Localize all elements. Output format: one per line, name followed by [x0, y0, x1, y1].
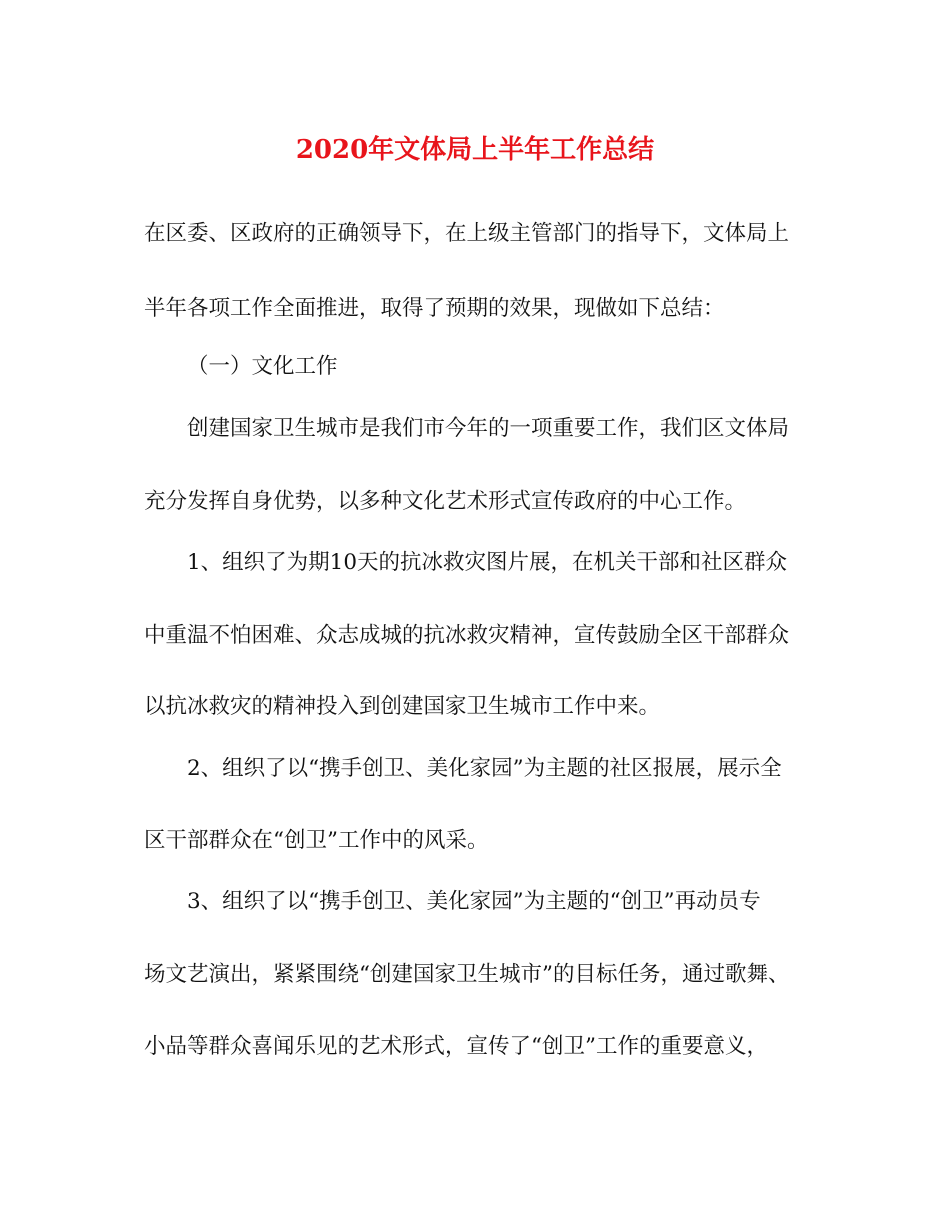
paragraph-line: 小品等群众喜闻乐见的艺术形式，宣传了“创卫”工作的重要意义，: [144, 1034, 768, 1059]
paragraph-line: 以抗冰救灾的精神投入到创建国家卫生城市工作中来。: [144, 694, 661, 719]
paragraph-line: 充分发挥自身优势，以多种文化艺术形式宣传政府的中心工作。: [144, 489, 747, 514]
paragraph-line: 区干部群众在“创卫”工作中的风采。: [144, 828, 489, 853]
paragraph-line: 中重温不怕困难、众志成城的抗冰救灾精神，宣传鼓励全区干部群众: [144, 623, 790, 648]
paragraph-line: 创建国家卫生城市是我们市今年的一项重要工作，我们区文体局: [187, 416, 790, 441]
document-title: 2020年文体局上半年工作总结: [295, 135, 655, 165]
paragraph-line: 半年各项工作全面推进，取得了预期的效果，现做如下总结：: [144, 296, 725, 321]
paragraph-line: 3、组织了以“携手创卫、美化家园”为主题的“创卫”再动员专: [187, 889, 761, 914]
paragraph-line: 在区委、区政府的正确领导下，在上级主管部门的指导下，文体局上: [144, 221, 790, 246]
section-heading: （一）文化工作: [187, 354, 338, 379]
paragraph-line: 场文艺演出，紧紧围绕“创建国家卫生城市”的目标任务，通过歌舞、: [144, 962, 790, 987]
paragraph-line: 1、组织了为期10天的抗冰救灾图片展，在机关干部和社区群众: [187, 550, 788, 575]
paragraph-line: 2、组织了以“携手创卫、美化家园”为主题的社区报展，展示全: [187, 756, 782, 781]
